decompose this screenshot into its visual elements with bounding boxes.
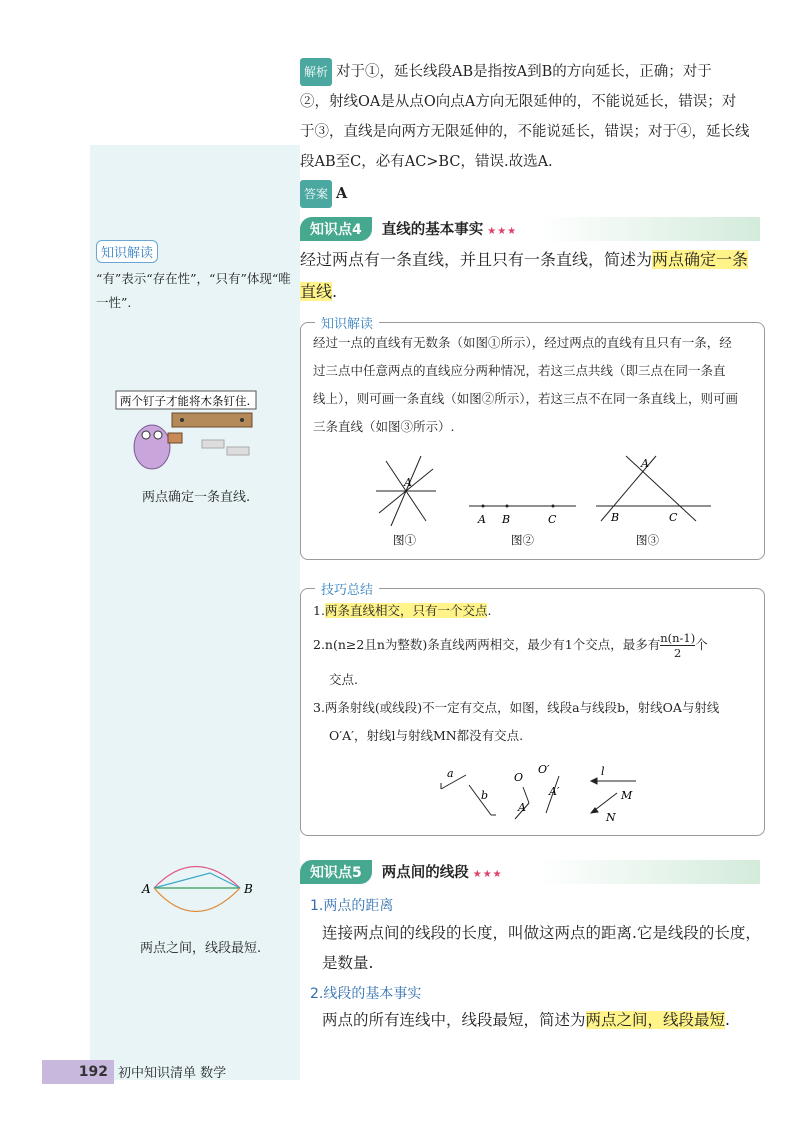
kp4-title: 直线的基本事实 xyxy=(381,222,484,238)
technique-item-1: 1.两条直线相交，只有一个交点. xyxy=(313,603,492,618)
cartoon-illustration xyxy=(112,385,272,480)
figure-2-label: 图② xyxy=(511,533,534,547)
svg-text:C: C xyxy=(548,513,557,526)
cartoon-caption: 两点确定一条直线. xyxy=(142,490,251,505)
technique-item-2: 2.n(n≥2且n为整数)条直线两两相交，最少有1个交点，最多有 $\frac{n(n-1)}{2}$ 个 xyxy=(313,631,708,660)
interpretation-box xyxy=(300,317,765,560)
svg-text:b: b xyxy=(481,789,489,802)
answer-line xyxy=(300,180,347,208)
lines-figures xyxy=(301,451,764,559)
kp5-heading xyxy=(300,860,760,884)
sidebar-tip xyxy=(96,240,291,315)
figure-1 xyxy=(376,456,436,526)
figure-1-label: 图① xyxy=(393,533,416,547)
svg-text:O′: O′ xyxy=(538,763,550,776)
analysis-line-2: ②，射线OA是从点O向点A方向无限延伸的，不能说延长，错误；对 xyxy=(300,94,737,110)
hammer-icon xyxy=(168,433,182,443)
kp5-stars: ★★★ xyxy=(472,869,503,880)
fraction: $\frac{n(n-1)}{2}$ xyxy=(660,631,696,660)
svg-text:B: B xyxy=(611,511,620,524)
kp5-title: 两点间的线段 xyxy=(381,865,469,881)
svg-text:C: C xyxy=(669,511,678,524)
technique-tag: 技巧总结 xyxy=(315,579,379,598)
kp4-statement: 经过两点有一条直线，并且只有一条直线，简述为两点确定一条 直线. xyxy=(300,250,749,301)
figure-3-label: 图③ xyxy=(636,533,659,547)
kp5-tag: 知识点5 xyxy=(300,860,372,884)
kp5-sub1-text: 连接两点间的线段的长度，叫做这两点的距离.它是线段的长度， 是数量. xyxy=(322,924,761,972)
svg-text:B: B xyxy=(502,513,511,526)
book-title: 初中知识清单 数学 xyxy=(118,1066,227,1081)
answer-value: A xyxy=(336,185,348,202)
svg-text:A: A xyxy=(478,513,486,526)
svg-text:M: M xyxy=(621,789,633,802)
seg-label-a: A xyxy=(142,882,151,896)
speech-text: 两个钉子才能将木条钉住. xyxy=(120,394,251,408)
sidebar-top xyxy=(90,0,300,145)
kp5-sub2-text: 两点的所有连线中，线段最短，简述为两点之间，线段最短. xyxy=(322,1011,730,1029)
character-icon xyxy=(134,425,170,469)
analysis-line-3: 于③，直线是向两方无限延伸的，不能说延长，错误；对于④，延长线 xyxy=(300,124,750,140)
analysis-tag: 解析 xyxy=(300,58,332,86)
segment-caption: 两点之间，线段最短. xyxy=(140,941,262,956)
segment-figure xyxy=(140,855,260,925)
kp4-heading xyxy=(300,217,760,241)
svg-text:a: a xyxy=(447,767,454,780)
rays-figure xyxy=(301,761,764,831)
sidebar-tip-text: “有”表示“存在性”，“只有”体现“唯一性”. xyxy=(96,271,291,310)
interpretation-text: 经过一点的直线有无数条（如图①所示），经过两点的直线有且只有一条，经 过三点中任意两点的直线应分两种情况，若这三点共线（即三点在同一条直 线上），则可画一条直线（如图②所示），若这三点不在同一条直线上，则可画 三条直线（如图③所示）. xyxy=(313,335,739,434)
technique-text: 1.两条直线相交，只有一个交点. 2.n(n≥2且n为整数)条直线两两相交，最少有1个交点，最多有 $\frac{n(n-1)}{2}$ 个 交点. 3.两条射线(或线段)不一定有交点，如图，线段a与线段b，射线OA与射线 O′A′，射线l与射线MN都没有交点. xyxy=(301,589,764,750)
svg-text:A: A xyxy=(404,476,412,489)
analysis-line-1: 解析 对于①，延长线段AB是指按A到B的方向延长，正确；对于 xyxy=(300,58,712,86)
sidebar-tip-tag: 知识解读 xyxy=(96,240,158,263)
kp4-highlight-2: 直线 xyxy=(300,282,333,301)
svg-text:N: N xyxy=(606,811,616,824)
kp5-sub1: 1.两点的距离 xyxy=(310,898,394,914)
analysis-line-4: 段AB至C，必有AC>BC，错误.故选A. xyxy=(300,154,553,170)
svg-text:O: O xyxy=(514,771,524,784)
technique-item-3: 3.两条射线(或线段)不一定有交点，如图，线段a与线段b，射线OA与射线 xyxy=(313,700,720,715)
svg-text:A: A xyxy=(641,457,649,470)
svg-text:l: l xyxy=(601,765,605,778)
kp5-highlight: 两点之间，线段最短 xyxy=(585,1011,726,1029)
kp4-highlight-1: 两点确定一条 xyxy=(652,250,749,269)
kp5-sub2: 2.线段的基本事实 xyxy=(310,986,422,1002)
page-number: 192 xyxy=(42,1060,114,1084)
page-footer xyxy=(0,1058,800,1088)
svg-text:A: A xyxy=(518,801,526,814)
svg-text:A′: A′ xyxy=(549,785,560,798)
seg-label-b: B xyxy=(244,882,253,896)
technique-box xyxy=(300,583,765,836)
kp4-stars: ★★★ xyxy=(487,226,518,237)
answer-tag: 答案 xyxy=(300,180,332,208)
kp4-tag: 知识点4 xyxy=(300,217,372,241)
interpretation-tag: 知识解读 xyxy=(315,313,379,332)
